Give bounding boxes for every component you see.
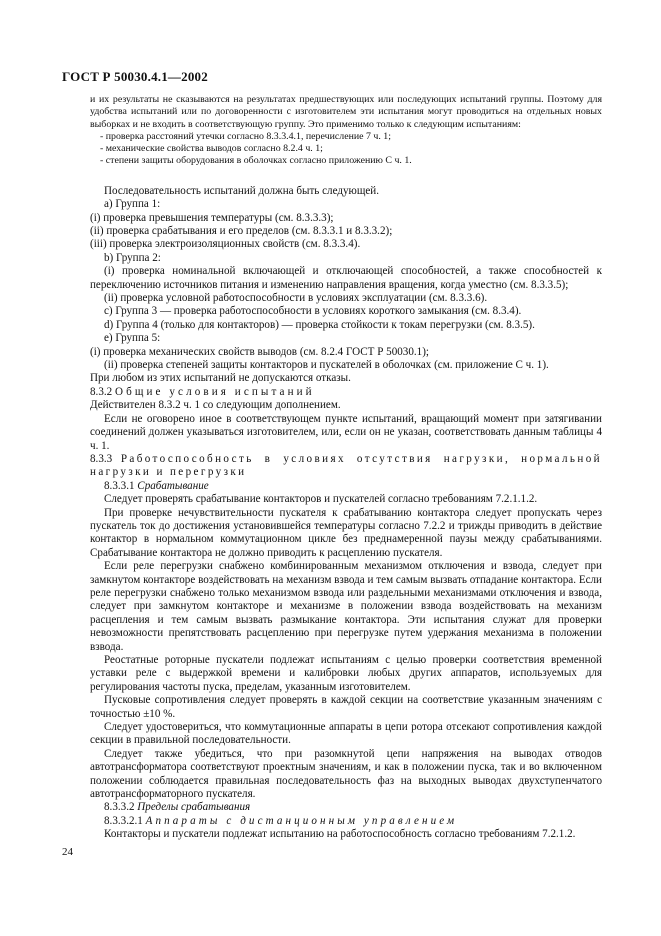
section-number: 8.3.3.1 [104, 479, 135, 492]
intro-item: - степени защиты оборудования в оболочках согласно приложению С ч. 1. [100, 155, 412, 167]
paragraph: Если реле перегрузки снабжено комбинированным механизмом отключения и взвода, следует при замкнутом контакторе воздействовать на механизм взвода и тем самым вызвать отпадание контактора. Если реле перегрузки снабжено только механизмом взвода или раздельными механизмами отключения и взвода, следует при замкнутом контакторе и механизме в положении взвода воздействовать на механизм расцепления и тем самым вызвать размыкание контактора. Эти испытания служат для проверки невозможности препятствовать расцеплению при перегрузке путем удержания механизма в положении взвода. [90, 560, 602, 653]
section-8-3-3-2-heading [90, 801, 602, 814]
paragraph: Следует проверять срабатывание контакторов и пускателей согласно требованиям 7.2.1.1.2. [104, 493, 538, 506]
group-c: c) Группа 3 — проверка работоспособности в условиях короткого замыкания (см. 8.3.4). [104, 305, 522, 318]
intro-item: - проверка расстояний утечки согласно 8.3.3.4.1, перечисление 7 ч. 1; [100, 130, 391, 142]
intro-item: - механические свойства выводов согласно 8.2.4 ч. 1; [100, 143, 323, 155]
group-e-item: (ii) проверка степеней защиты контакторов и пускателей в оболочках (см. приложение С ч. 1). [104, 359, 549, 372]
group-b-heading: b) Группа 2: [104, 251, 161, 264]
section-title: Работоспособность в условиях отсутствия нагрузки, нормальной нагрузки и перегрузки [90, 452, 602, 479]
paragraph: Действителен 8.3.2 ч. 1 со следующим дополнением. [90, 399, 341, 412]
section-number: 8.3.3 [90, 452, 113, 465]
paragraph: При проверке нечувствительности пускателя к срабатыванию контактора следует пропускать через пускатель ток до достижения установившейся температуры согласно 7.2.2 и трижды приводить в действие контактор в нормальном коммутационном цикле без преднамеренной паузы между срабатываниями. Срабатывание контактора не должно приводить к расцеплению пускателя. [90, 506, 602, 559]
group-a-item: (iii) проверка электроизоляционных свойств (см. 8.3.3.4). [90, 238, 361, 251]
group-e-item: (i) проверка механических свойств выводов (см. 8.2.4 ГОСТ Р 50030.1); [90, 345, 429, 358]
group-a-item: (i) проверка превышения температуры (см. 8.3.3.3); [90, 211, 334, 224]
group-b-item: (ii) проверка условной работоспособности в условиях эксплуатации (см. 8.3.3.6). [104, 292, 488, 305]
paragraph: Контакторы и пускатели подлежат испытанию на работоспособность согласно требованиям 7.2.1.2. [104, 828, 576, 841]
section-8-3-3-2-1-heading [90, 815, 602, 828]
paragraph: Следует также убедиться, что при разомкнутой цепи напряжения на выводах отводов автотрансформатора соответствуют проектным значениям, и как в положении пуска, так и во включенном положении соблюдается правильная последовательность фаз на выходных выводах двухступенчатого автотрансформаторного пускателя. [90, 747, 602, 801]
standard-header: ГОСТ Р 50030.4.1—2002 [62, 69, 208, 84]
paragraph: Пусковые сопротивления следует проверять в каждой секции на соответствие указанным значениям с точностью ±10 %. [90, 694, 602, 720]
paragraph: Следует удостовериться, что коммутационные аппараты в цепи ротора отсекают сопротивления каждой секции в правильной последовательности. [90, 721, 602, 747]
section-title: Пределы срабатывания [137, 801, 251, 814]
page-number: 24 [62, 846, 73, 858]
paragraph: Реостатные роторные пускатели подлежат испытаниям с целью проверки соответствия временной уставки реле с выдержкой времени и калибровки любых других аппаратов, используемых для регулирования частоты пуска, пределам, указанным изготовителем. [90, 654, 602, 693]
section-8-3-3-heading [90, 453, 602, 480]
group-a-item: (ii) проверка срабатывания и его пределов (см. 8.3.3.1 и 8.3.3.2); [90, 225, 393, 237]
group-d: d) Группа 4 (только для контакторов) — проверка стойкости к токам перегрузки (см. 8.3.5). [104, 318, 535, 331]
group-b-item: (i) проверка номинальной включающей и отключающей способностей, а также способностей к переключению источников питания и изменению направления вращения, когда уместно (см. 8.3.3.5); [90, 265, 602, 291]
section-title: Аппараты с дистанционным управлением [145, 814, 458, 827]
sequence-title: Последовательность испытаний должна быть следующей. [104, 184, 380, 197]
page-content [90, 94, 602, 842]
section-number: 8.3.3.2.1 [104, 814, 143, 827]
group-a-heading: а) Группа 1: [104, 198, 161, 211]
intro-paragraph: и их результаты не сказываются на результатах предшествующих или последующих испытаний группы. Поэтому для удобства испытаний или по договоренности с изготовителем эти испытания могут проводиться на отдельных новых выборках и не входить в соответствующую группу. Это применимо только к следующим испытаниям: [90, 94, 602, 130]
section-number: 8.3.2 [90, 385, 113, 398]
group-e-heading: e) Группа 5: [104, 332, 161, 345]
paragraph: Если не оговорено иное в соответствующем пункте испытаний, вращающий момент при затягивании соединений должен указываться изготовителем, или, если он не указан, соответствовать данным таблицы 4 ч. 1. [90, 412, 602, 452]
section-8-3-3-1-heading [90, 480, 602, 493]
section-number: 8.3.3.2 [104, 801, 135, 814]
section-title: Срабатывание [137, 479, 209, 492]
section-title: Общие условия испытаний [114, 385, 315, 398]
no-failures-note: При любом из этих испытаний не допускаются отказы. [90, 372, 351, 385]
section-8-3-2-heading [90, 386, 602, 399]
